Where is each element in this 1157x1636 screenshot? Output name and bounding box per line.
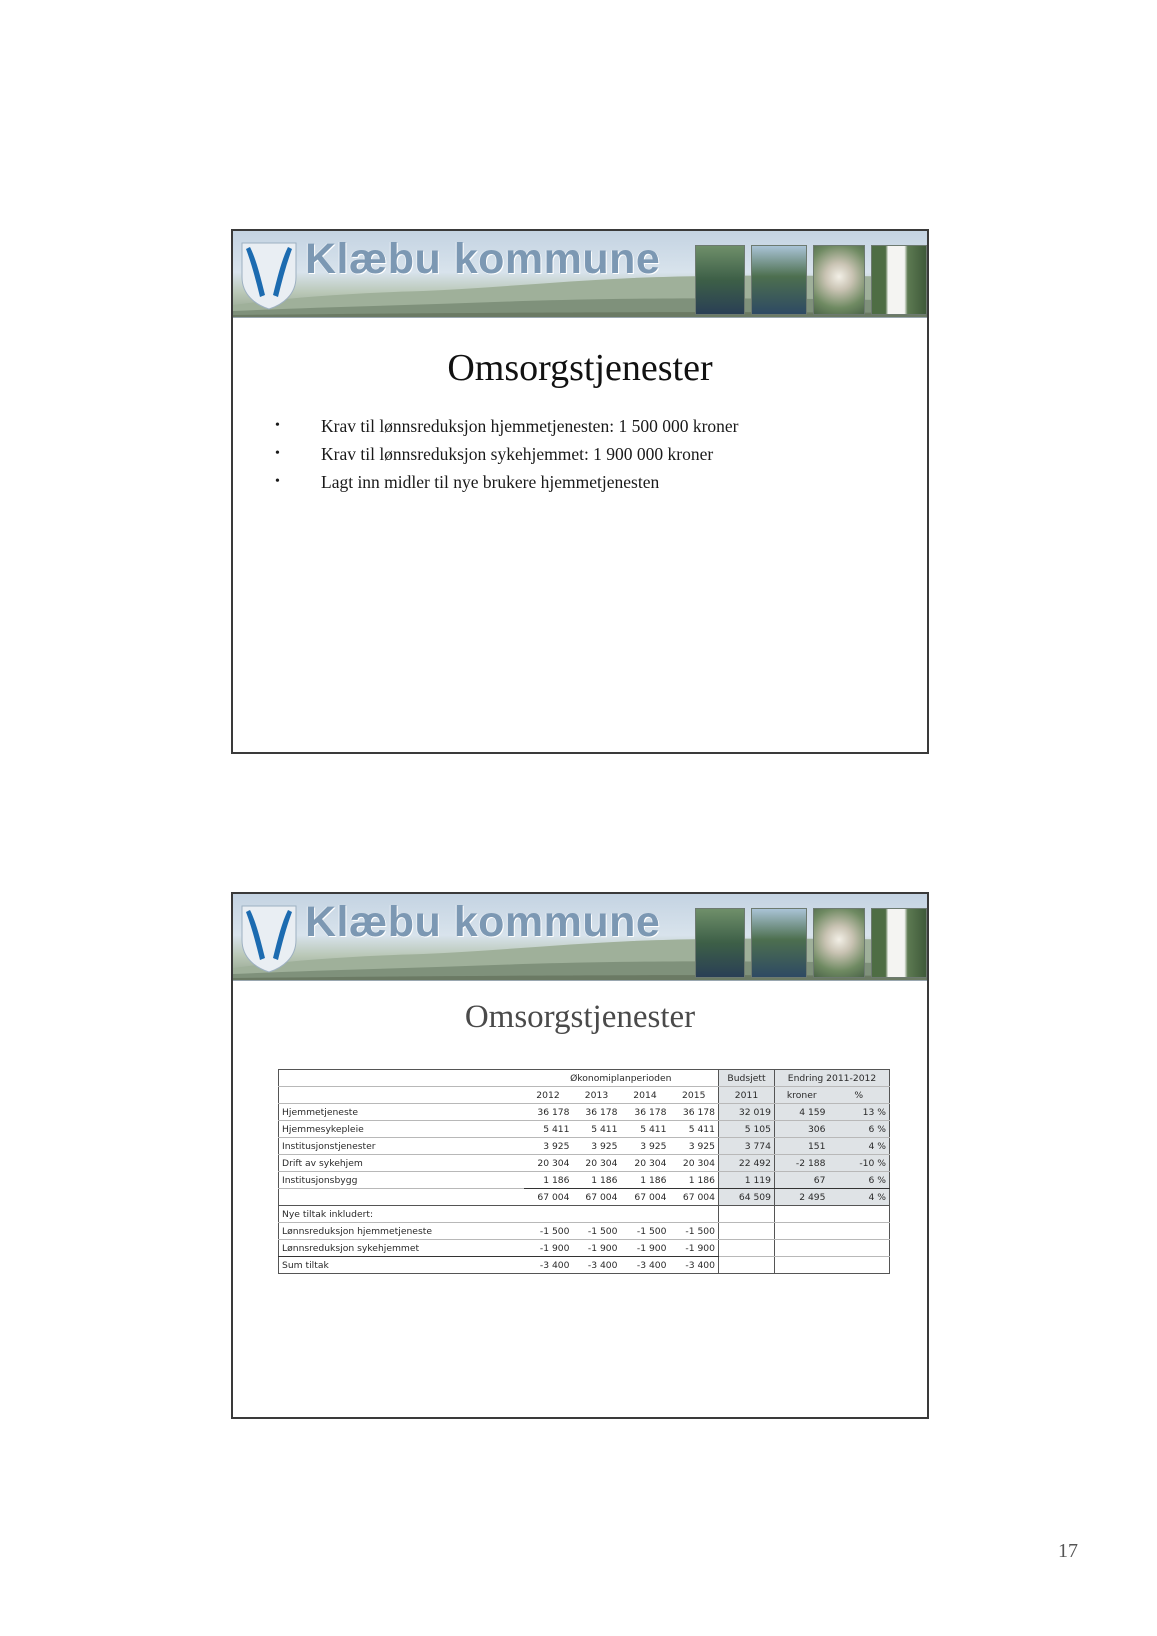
cell: 5 105 (719, 1121, 775, 1138)
change-header: Endring 2011-2012 (775, 1070, 890, 1087)
cell: -2 188 (775, 1155, 829, 1172)
row-label: Sum tiltak (279, 1257, 524, 1274)
cell: -3 400 (621, 1257, 670, 1274)
column-header: 2015 (670, 1087, 719, 1104)
bullet-icon: • (275, 418, 280, 433)
row-label: Drift av sykehjem (279, 1155, 524, 1172)
plan-period-header: Økonomiplanperioden (524, 1070, 719, 1087)
photo-strip (695, 908, 927, 978)
cell: 36 178 (573, 1104, 621, 1121)
cell: -1 900 (524, 1240, 573, 1257)
cell: -3 400 (524, 1257, 573, 1274)
forest-lake-photo (751, 908, 807, 978)
cell: 5 411 (670, 1121, 719, 1138)
cell: 36 178 (621, 1104, 670, 1121)
cell: 20 304 (621, 1155, 670, 1172)
table-row (279, 1223, 890, 1240)
church-photo (871, 245, 927, 315)
row-label: Lønnsreduksjon sykehjemmet (279, 1240, 524, 1257)
total-cell: 67 004 (573, 1189, 621, 1206)
municipal-coat-of-arms-icon (238, 237, 300, 311)
flowers-photo (813, 245, 865, 315)
total-cell: 4 % (829, 1189, 890, 1206)
table-row (279, 1240, 890, 1257)
cell: 3 925 (573, 1138, 621, 1155)
cell: 3 774 (719, 1138, 775, 1155)
cell: 1 186 (573, 1172, 621, 1189)
table-row (279, 1138, 890, 1155)
slide-title: Omsorgstjenester (464, 999, 696, 1035)
column-header: 2013 (573, 1087, 621, 1104)
total-row (279, 1189, 890, 1206)
brand-name: Klæbu kommune (305, 898, 661, 946)
list-item (273, 440, 927, 468)
cell: 5 411 (573, 1121, 621, 1138)
table-subheader-row (279, 1087, 890, 1104)
budget-table (278, 1069, 889, 1271)
column-header: 2014 (621, 1087, 670, 1104)
forest-lake-photo (751, 245, 807, 315)
list-item (273, 412, 927, 440)
row-label: Institusjonsbygg (279, 1172, 524, 1189)
brand-name: Klæbu kommune (305, 235, 661, 283)
municipal-coat-of-arms-icon (238, 900, 300, 974)
slide-title: Omsorgstjenester (447, 347, 713, 389)
cell: 22 492 (719, 1155, 775, 1172)
bullet-text: Krav til lønnsreduksjon sykehjemmet: 1 900 000 kroner (321, 444, 714, 464)
page-number: 17 (1058, 1540, 1078, 1562)
cell: 6 % (829, 1121, 890, 1138)
cell: 20 304 (524, 1155, 573, 1172)
total-cell: 67 004 (524, 1189, 573, 1206)
lake-photo (695, 245, 745, 315)
bullet-text: Krav til lønnsreduksjon hjemmetjenesten: 1 500 000 kroner (321, 416, 739, 436)
cell: 5 411 (524, 1121, 573, 1138)
total-cell: 64 509 (719, 1189, 775, 1206)
cell: 3 925 (621, 1138, 670, 1155)
cell: 4 % (829, 1138, 890, 1155)
measures-header-row (279, 1206, 890, 1223)
column-header: kroner (775, 1087, 829, 1104)
row-label: Institusjonstjenester (279, 1138, 524, 1155)
cell: 20 304 (573, 1155, 621, 1172)
cell: 151 (775, 1138, 829, 1155)
column-header: 2011 (719, 1087, 775, 1104)
cell: 1 186 (621, 1172, 670, 1189)
flowers-photo (813, 908, 865, 978)
column-header: 2012 (524, 1087, 573, 1104)
cell: -1 500 (621, 1223, 670, 1240)
table-row (279, 1155, 890, 1172)
slide-banner (233, 894, 927, 981)
measures-sum-row (279, 1257, 890, 1274)
bullet-icon: • (275, 446, 280, 461)
cell: 20 304 (670, 1155, 719, 1172)
cell: -10 % (829, 1155, 890, 1172)
cell: 1 186 (524, 1172, 573, 1189)
slide-1 (231, 229, 929, 754)
cell: 32 019 (719, 1104, 775, 1121)
table-header-row (279, 1070, 890, 1087)
cell: 4 159 (775, 1104, 829, 1121)
cell: 3 925 (524, 1138, 573, 1155)
cell: -1 900 (621, 1240, 670, 1257)
cell: -1 500 (670, 1223, 719, 1240)
section-label: Nye tiltak inkludert: (279, 1206, 524, 1223)
bullet-text: Lagt inn midler til nye brukere hjemmetjenesten (321, 472, 660, 492)
budget-header: Budsjett (719, 1070, 775, 1087)
cell: 6 % (829, 1172, 890, 1189)
cell: -1 500 (573, 1223, 621, 1240)
table-row (279, 1172, 890, 1189)
list-item (273, 468, 927, 496)
table-row (279, 1121, 890, 1138)
bullet-list (273, 412, 927, 496)
bullet-icon: • (275, 474, 280, 489)
cell: 1 119 (719, 1172, 775, 1189)
cell: -1 900 (670, 1240, 719, 1257)
row-label: Lønnsreduksjon hjemmetjeneste (279, 1223, 524, 1240)
cell: -3 400 (573, 1257, 621, 1274)
column-header: % (829, 1087, 890, 1104)
cell: 67 (775, 1172, 829, 1189)
slide-2 (231, 892, 929, 1419)
total-cell: 67 004 (670, 1189, 719, 1206)
total-cell: 2 495 (775, 1189, 829, 1206)
cell: -1 500 (524, 1223, 573, 1240)
cell: 3 925 (670, 1138, 719, 1155)
slide-banner (233, 231, 927, 318)
table-row (279, 1104, 890, 1121)
cell: 306 (775, 1121, 829, 1138)
photo-strip (695, 245, 927, 315)
cell: -3 400 (670, 1257, 719, 1274)
row-label: Hjemmetjeneste (279, 1104, 524, 1121)
total-cell: 67 004 (621, 1189, 670, 1206)
church-photo (871, 908, 927, 978)
cell: 5 411 (621, 1121, 670, 1138)
row-label: Hjemmesykepleie (279, 1121, 524, 1138)
lake-photo (695, 908, 745, 978)
cell: 13 % (829, 1104, 890, 1121)
cell: -1 900 (573, 1240, 621, 1257)
cell: 36 178 (670, 1104, 719, 1121)
cell: 36 178 (524, 1104, 573, 1121)
cell: 1 186 (670, 1172, 719, 1189)
